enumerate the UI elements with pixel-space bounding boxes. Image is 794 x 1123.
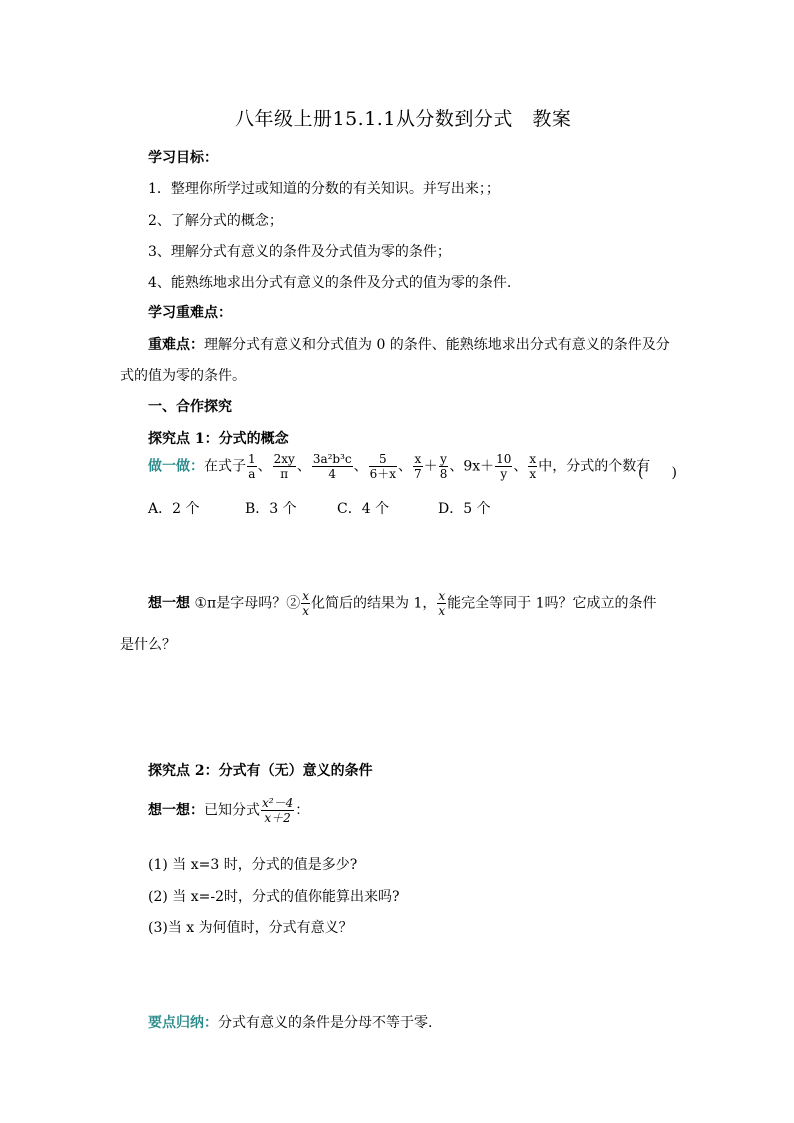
fraction-5-denominator: 7 bbox=[414, 467, 422, 481]
question-3: (3)当 x 为何值时，分式有意义？ bbox=[148, 920, 353, 936]
separator: 、 bbox=[353, 458, 368, 475]
question-1: (1) 当 x=3 时，分式的值是多少? bbox=[148, 857, 358, 873]
think-two-text: 已知分式 bbox=[204, 802, 260, 819]
think-one-text-a: ①π是字母吗？② bbox=[194, 595, 301, 612]
fraction-7 bbox=[495, 452, 512, 481]
topic-heading-1: 探究点 1：分式的概念 bbox=[148, 431, 289, 447]
fraction-3-numerator: 3a²b³c bbox=[312, 452, 352, 466]
fraction-given-denominator: x＋2 bbox=[264, 811, 291, 825]
expression-7: 9x＋ bbox=[463, 458, 495, 475]
fraction-3-denominator: 4 bbox=[328, 467, 337, 481]
fraction-4-numerator: 5 bbox=[369, 452, 397, 467]
separator: 、 bbox=[296, 458, 311, 475]
fraction-given-numerator: x²－4 bbox=[262, 796, 294, 810]
goal-item-3: 3、理解分式有意义的条件及分式值为零的条件； bbox=[148, 244, 451, 260]
goal-item-4: 4、能熟练地求出分式有意义的条件及分式的值为零的条件. bbox=[148, 275, 512, 291]
fraction-8-denominator: x bbox=[529, 467, 537, 481]
fraction-6 bbox=[439, 452, 449, 481]
fraction-4 bbox=[369, 452, 397, 481]
key-heading: 学习重难点： bbox=[148, 305, 232, 321]
fraction-1-denominator: a bbox=[248, 467, 256, 481]
fraction-given bbox=[261, 796, 294, 825]
separator: 、 bbox=[398, 458, 413, 475]
think-one-text-d: 是什么？ bbox=[120, 637, 176, 653]
fraction-1 bbox=[247, 452, 257, 481]
fraction-8-numerator: x bbox=[529, 452, 537, 466]
think-two-label: 想一想： bbox=[148, 802, 204, 819]
think-one bbox=[148, 589, 657, 618]
try-exercise bbox=[148, 452, 650, 481]
try-label: 做一做： bbox=[148, 458, 204, 475]
fraction-1-numerator: 1 bbox=[248, 452, 256, 466]
separator: 、 bbox=[513, 458, 528, 475]
page-title: 八年级上册15.1.1从分数到分式 教案 bbox=[235, 108, 572, 130]
option-d: D．5 个 bbox=[438, 501, 491, 517]
question-2: (2) 当 x=-2时，分式的值你能算出来吗? bbox=[148, 889, 400, 905]
try-suffix: 中，分式的个数有 bbox=[538, 458, 651, 475]
summary bbox=[148, 1012, 432, 1032]
option-a: A．2 个 bbox=[148, 501, 200, 517]
fraction-7-denominator: y bbox=[500, 467, 508, 481]
think-one-text-b: 化简后的结果为 1， bbox=[311, 595, 437, 612]
fraction-2 bbox=[273, 452, 296, 481]
summary-label: 要点归纳： bbox=[148, 1015, 218, 1031]
fraction-3 bbox=[312, 452, 353, 481]
fraction-7-numerator: 10 bbox=[496, 452, 512, 466]
goal-item-1: 1．整理你所学过或知道的分数的有关知识。并写出来；； bbox=[148, 181, 500, 197]
fraction-x-over-x-2-denominator: x bbox=[438, 604, 446, 618]
answer-parentheses: ( ) bbox=[638, 465, 677, 481]
separator: 、 bbox=[257, 458, 272, 475]
fraction-6-numerator: y bbox=[440, 452, 447, 466]
option-b: B．3 个 bbox=[245, 501, 297, 517]
think-one-label: 想一想 bbox=[148, 595, 190, 612]
fraction-2-denominator: π bbox=[280, 467, 289, 481]
section-heading-1: 一、合作探究 bbox=[148, 399, 232, 415]
key-text-1: 理解分式有意义和分式值为 0 的条件、能熟练地求出分式有意义的条件及分 bbox=[204, 337, 670, 353]
goal-item-2: 2、了解分式的概念； bbox=[148, 213, 283, 229]
think-one-text-c: 能完全等同于 1吗？它成立的条件 bbox=[447, 595, 657, 612]
fraction-x-over-x bbox=[301, 589, 310, 618]
try-prefix: 在式子 bbox=[204, 458, 246, 475]
fraction-x-over-x-denominator: x bbox=[302, 604, 309, 618]
key-paragraph-line-1 bbox=[148, 334, 670, 354]
think-two-colon: ： bbox=[295, 802, 310, 819]
summary-text: 分式有意义的条件是分母不等于零. bbox=[218, 1015, 433, 1031]
fraction-x-over-x-2 bbox=[437, 589, 446, 618]
key-paragraph-line-2: 式的值为零的条件。 bbox=[120, 368, 246, 384]
fraction-2-numerator: 2xy bbox=[273, 452, 295, 466]
goals-heading: 学习目标： bbox=[148, 150, 218, 166]
fraction-5-numerator: x bbox=[414, 452, 422, 466]
fraction-5 bbox=[413, 452, 423, 481]
topic-heading-2: 探究点 2：分式有（无）意义的条件 bbox=[148, 763, 373, 779]
fraction-4-denominator: 6＋x bbox=[369, 467, 397, 481]
option-c: C．4 个 bbox=[337, 501, 390, 517]
think-two bbox=[148, 796, 309, 825]
plus-sign: ＋ bbox=[423, 458, 438, 475]
fraction-8 bbox=[528, 452, 537, 481]
fraction-x-over-x-numerator: x bbox=[302, 589, 309, 603]
separator: 、 bbox=[449, 458, 464, 475]
fraction-6-denominator: 8 bbox=[439, 467, 448, 481]
key-label: 重难点： bbox=[148, 337, 204, 353]
fraction-x-over-x-2-numerator: x bbox=[438, 589, 446, 603]
